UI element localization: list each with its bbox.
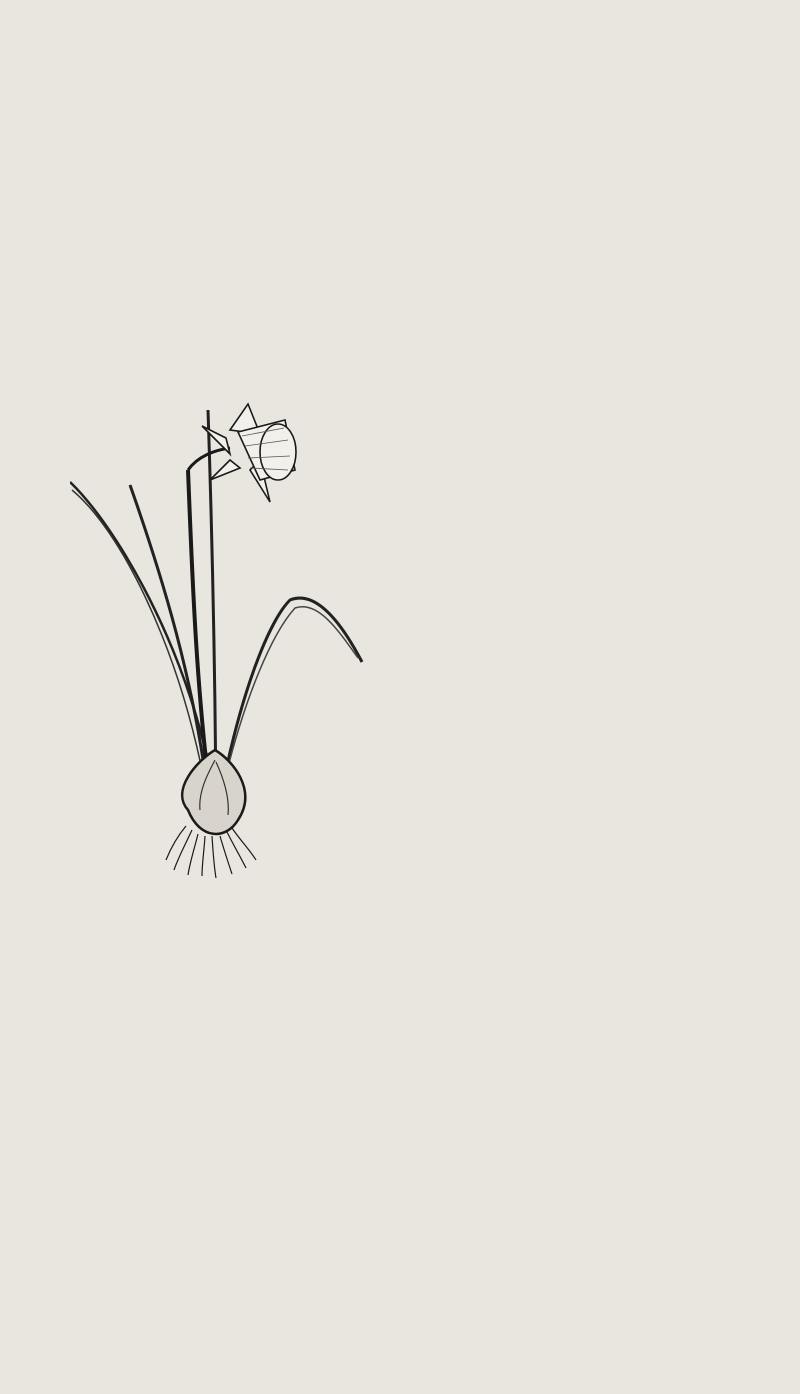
page-header xyxy=(70,46,754,74)
narcissus-illustration xyxy=(70,390,390,910)
narcissus-drawing xyxy=(70,390,390,880)
